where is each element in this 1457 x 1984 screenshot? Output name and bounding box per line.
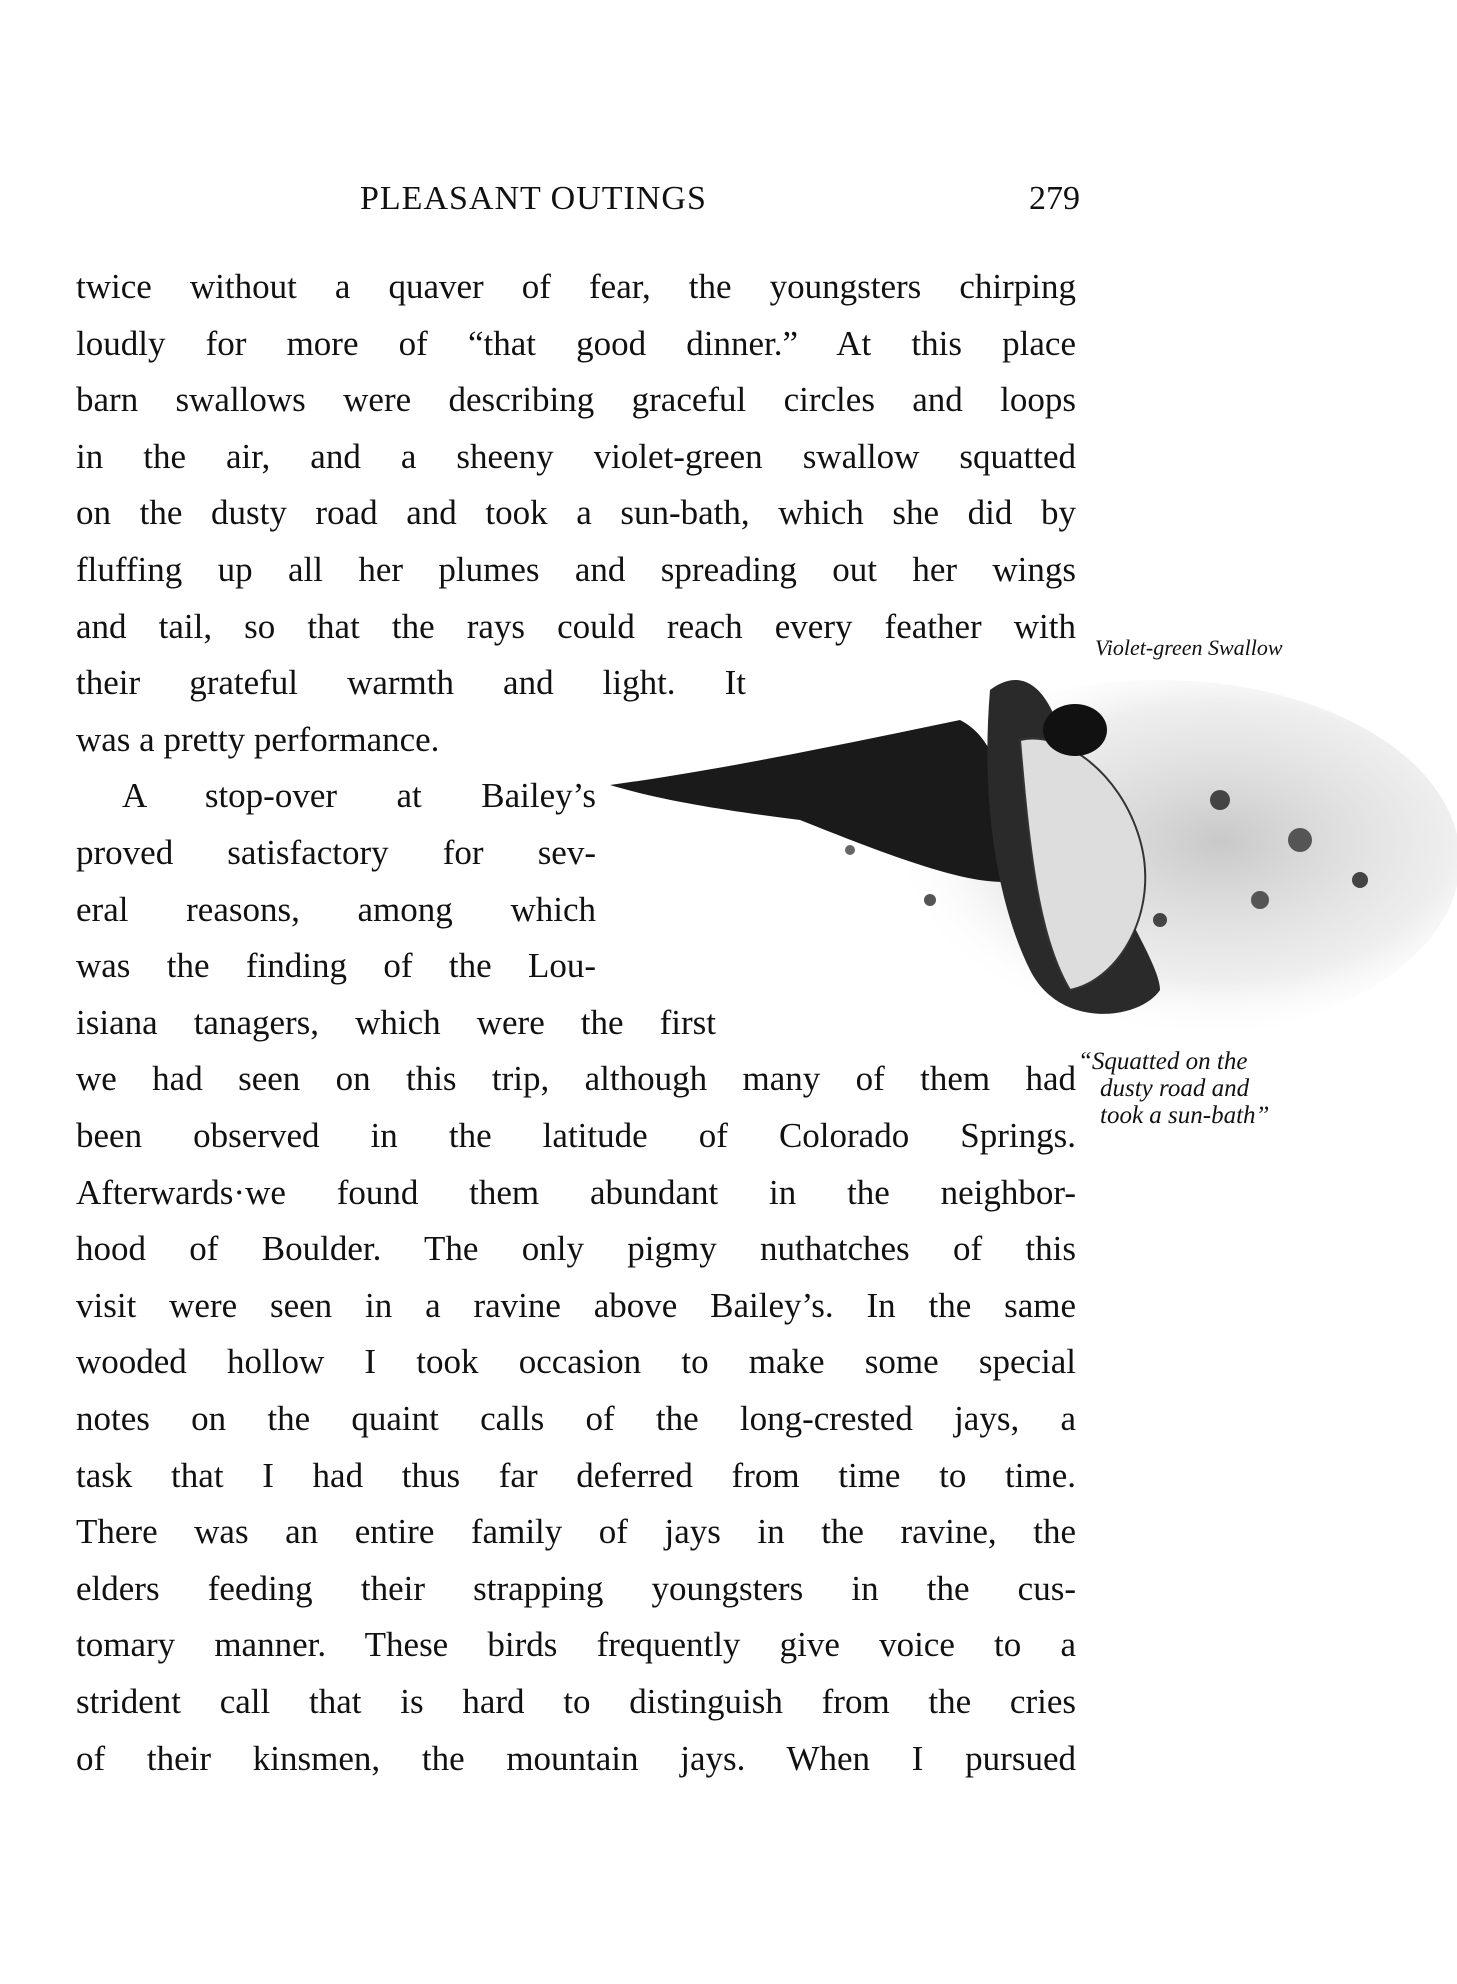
text-line: twice without a quaver of fear, the youngsters chirping (76, 267, 1076, 306)
running-header (360, 180, 1080, 230)
text-line: we had seen on this trip, although many of them had (76, 1059, 1076, 1099)
text-line: hood of Boulder. The only pigmy nuthatches of this (76, 1229, 1076, 1269)
page-number: 279 (1029, 180, 1080, 217)
text-line: barn swallows were describing graceful circles and loops (76, 380, 1076, 420)
text-line: been observed in the latitude of Colorado Springs. (76, 1116, 1076, 1155)
bird-wing-left (610, 720, 1020, 882)
text-line: was a pretty performance. (76, 719, 440, 759)
text-line: Afterwards·we found them abundant in the neighbor- (76, 1172, 1076, 1212)
text-line: proved satisfactory for sev- (76, 833, 596, 872)
text-line: A stop-over at Bailey’s (122, 776, 596, 816)
text-line: visit were seen in a ravine above Bailey’s. In the same (76, 1285, 1076, 1325)
text-line: tomary manner. These birds frequently give voice to a (76, 1625, 1076, 1665)
text-line: on the dusty road and took a sun-bath, which she did by (76, 493, 1076, 533)
text-line: There was an entire family of jays in the ravine, the (76, 1512, 1076, 1552)
text-line: their grateful warmth and light. It (76, 663, 746, 703)
text-line: strident call that is hard to distinguish from the cries (76, 1682, 1076, 1721)
text-line: of their kinsmen, the mountain jays. When I pursued (76, 1738, 1076, 1778)
text-line: was the finding of the Lou- (76, 946, 596, 986)
illustration-title-caption: Violet-green Swallow (1095, 635, 1283, 660)
swallow-illustration (600, 660, 1457, 1060)
text-line: task that I had thus far deferred from time to time. (76, 1455, 1076, 1495)
text-line: notes on the quaint calls of the long-crested jays, a (76, 1399, 1076, 1438)
text-line: wooded hollow I took occasion to make some special (76, 1342, 1076, 1382)
illustration-quote-caption (1078, 1048, 1269, 1129)
text-line: loudly for more of “that good dinner.” At this place (76, 323, 1076, 363)
text-line: fluffing up all her plumes and spreading out her wings (76, 550, 1076, 589)
text-line: in the air, and a sheeny violet-green swallow squatted (76, 436, 1076, 476)
quote-caption-line: dusty road and (1100, 1075, 1250, 1102)
running-title: PLEASANT OUTINGS (360, 180, 707, 217)
text-line: eral reasons, among which (76, 889, 596, 929)
text-line: elders feeding their strapping youngsters in the cus- (76, 1568, 1076, 1608)
quote-caption-line: took a sun-bath” (1100, 1102, 1270, 1129)
text-line: and tail, so that the rays could reach every feather with (76, 606, 1076, 646)
quote-caption-line: “Squatted on the (1078, 1048, 1248, 1075)
text-line: isiana tanagers, which were the first (76, 1002, 716, 1042)
bird-head (1043, 704, 1107, 756)
